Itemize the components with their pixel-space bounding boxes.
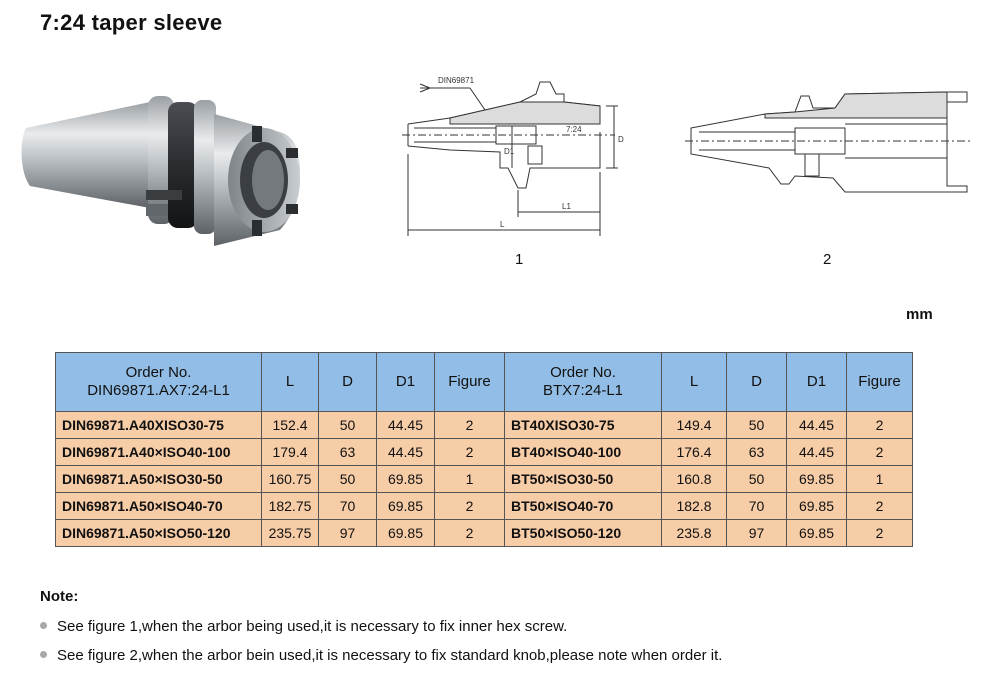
- cell-d1: 69.85: [377, 520, 435, 547]
- table-row: [56, 439, 913, 466]
- dimension-l-label: L: [500, 220, 505, 229]
- din-order-no: DIN69871.A40×ISO40-100: [56, 439, 262, 466]
- cell-d1: 44.45: [787, 412, 847, 439]
- cell-d: 70: [727, 493, 787, 520]
- din-order-no: DIN69871.A40XISO30-75: [56, 412, 262, 439]
- table-row: [56, 520, 913, 547]
- dimension-d1-label: D1: [504, 147, 515, 156]
- cell-l: 176.4: [662, 439, 727, 466]
- header-d: D: [727, 353, 787, 412]
- cell-figure: 1: [435, 466, 505, 493]
- cell-figure: 2: [847, 412, 913, 439]
- note-text: See figure 1,when the arbor being used,it is necessary to fix inner hex screw.: [57, 618, 568, 635]
- cell-l: 182.8: [662, 493, 727, 520]
- header-figure: Figure: [847, 353, 913, 412]
- cell-d: 70: [319, 493, 377, 520]
- dimension-l1-label: L1: [562, 202, 571, 211]
- cell-d1: 69.85: [787, 493, 847, 520]
- cell-d: 50: [319, 412, 377, 439]
- bt-order-no: BT40×ISO40-100: [505, 439, 662, 466]
- bt-order-no: BT50×ISO30-50: [505, 466, 662, 493]
- table-row: [56, 466, 913, 493]
- cell-figure: 2: [847, 439, 913, 466]
- figure-1-label: 1: [515, 251, 524, 268]
- callout-taper-label: 7:24: [566, 125, 582, 134]
- cell-figure: 2: [435, 412, 505, 439]
- bullet-icon: [40, 622, 47, 629]
- table-row: [56, 493, 913, 520]
- cell-l: 160.75: [262, 466, 319, 493]
- cell-d1: 69.85: [377, 493, 435, 520]
- technical-drawing-2: [685, 88, 970, 198]
- cell-figure: 2: [435, 520, 505, 547]
- cell-d: 97: [319, 520, 377, 547]
- cell-l: 182.75: [262, 493, 319, 520]
- cell-l: 235.75: [262, 520, 319, 547]
- note-text: See figure 2,when the arbor bein used,it is necessary to fix standard knob,please note when order it.: [57, 647, 723, 664]
- cell-d: 50: [319, 466, 377, 493]
- product-photo: [18, 80, 308, 260]
- bt-order-no: BT40XISO30-75: [505, 412, 662, 439]
- din-order-no: DIN69871.A50×ISO30-50: [56, 466, 262, 493]
- page-title: 7:24 taper sleeve: [40, 10, 223, 35]
- note-item: [40, 618, 567, 635]
- cell-d: 50: [727, 412, 787, 439]
- cell-l: 152.4: [262, 412, 319, 439]
- header-order-line1: Order No.: [125, 364, 192, 381]
- header-d1: D1: [377, 353, 435, 412]
- cell-l: 160.8: [662, 466, 727, 493]
- cell-d1: 44.45: [377, 439, 435, 466]
- cell-l: 179.4: [262, 439, 319, 466]
- cell-d: 97: [727, 520, 787, 547]
- note-item: [40, 647, 722, 664]
- technical-drawing-1: [400, 72, 640, 242]
- cell-figure: 2: [435, 493, 505, 520]
- header-l: L: [662, 353, 727, 412]
- cell-d: 50: [727, 466, 787, 493]
- cell-figure: 2: [435, 439, 505, 466]
- header-order-line2: BTX7:24-L1: [542, 382, 624, 399]
- header-d: D: [319, 353, 377, 412]
- callout-standard-label: DIN69871: [438, 76, 475, 85]
- cell-d1: 44.45: [377, 412, 435, 439]
- cell-figure: 2: [847, 493, 913, 520]
- cell-l: 149.4: [662, 412, 727, 439]
- din-order-no: DIN69871.A50×ISO40-70: [56, 493, 262, 520]
- header-order-line1: Order No.: [550, 364, 616, 381]
- cell-d1: 69.85: [787, 466, 847, 493]
- bt-order-no: BT50×ISO50-120: [505, 520, 662, 547]
- note-title: Note:: [40, 588, 79, 605]
- cell-figure: 2: [847, 520, 913, 547]
- unit-label: mm: [906, 306, 933, 323]
- cell-d: 63: [319, 439, 377, 466]
- table-row: [56, 412, 913, 439]
- figure-2-label: 2: [823, 251, 832, 268]
- din-order-no: DIN69871.A50×ISO50-120: [56, 520, 262, 547]
- cell-d1: 69.85: [377, 466, 435, 493]
- table-header-row: [56, 353, 913, 412]
- dimension-d-label: D: [618, 135, 624, 144]
- header-order-line2: DIN69871.AX7:24-L1: [87, 382, 230, 399]
- header-order-no-bt: [505, 353, 662, 412]
- header-order-no-din: [56, 353, 262, 412]
- cell-d: 63: [727, 439, 787, 466]
- cell-figure: 1: [847, 466, 913, 493]
- cell-l: 235.8: [662, 520, 727, 547]
- header-figure: Figure: [435, 353, 505, 412]
- bt-order-no: BT50×ISO40-70: [505, 493, 662, 520]
- header-d1: D1: [787, 353, 847, 412]
- header-l: L: [262, 353, 319, 412]
- cell-d1: 44.45: [787, 439, 847, 466]
- cell-d1: 69.85: [787, 520, 847, 547]
- bullet-icon: [40, 651, 47, 658]
- spec-table: [55, 352, 913, 547]
